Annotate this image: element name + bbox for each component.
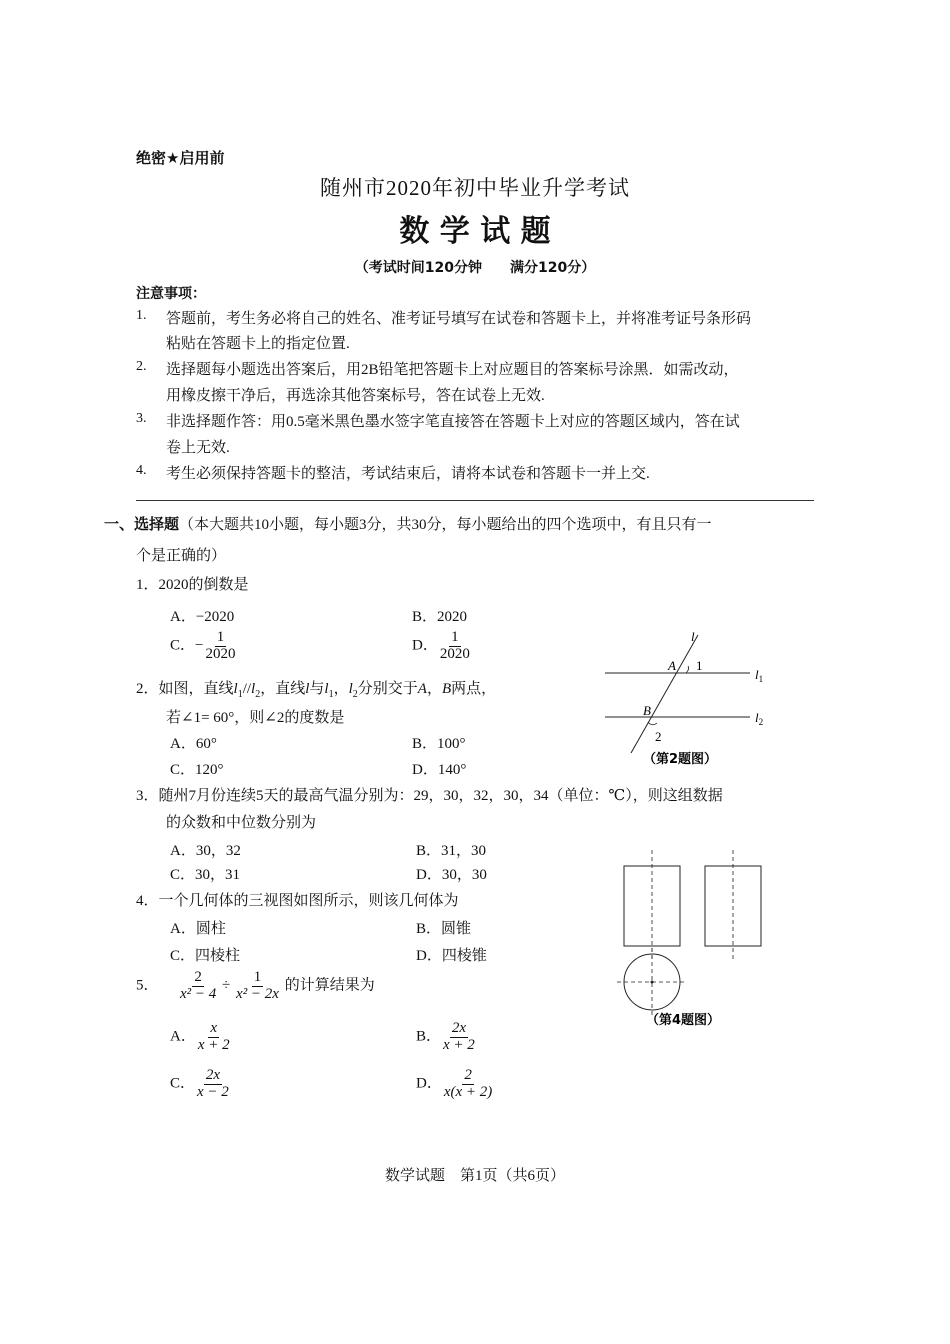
angle-1-arc [686, 666, 689, 673]
option-b: B．圆锥 [416, 921, 472, 937]
section-heading [104, 513, 712, 534]
var-l: l [305, 681, 310, 697]
stem-text: ，直线 [260, 681, 306, 697]
stem-text: 分别交于 [357, 681, 418, 697]
stem-text: 两点， [451, 681, 497, 697]
numerator: 2x [451, 1020, 466, 1036]
divider [136, 500, 814, 501]
note-text: 答题前，考生务必将自己的姓名、准考证号填写在试卷和答题卡上，并将准考证号条形码 [166, 311, 752, 327]
option-b: B．100° [412, 736, 466, 752]
numerator: 1 [451, 629, 459, 645]
fraction [195, 1068, 231, 1101]
option-a: A．60° [170, 736, 217, 752]
denominator: x − 2 [197, 1083, 229, 1100]
label-point-b: B [643, 703, 651, 718]
stem-text: 的计算结果为 [284, 977, 375, 994]
option-c: C．120° [170, 762, 224, 778]
section-label: 一、选择题 [104, 515, 180, 533]
question-stem: 1．2020的倒数是 [136, 577, 249, 593]
parallel-symbol: // [242, 681, 252, 697]
numerator: 1 [253, 969, 262, 985]
question-stem-cont: 的众数和中位数分别为 [166, 815, 317, 831]
fraction [196, 1021, 232, 1054]
question-number: 5． [136, 977, 159, 994]
label-l1: $l_1$ [755, 667, 764, 684]
numerator: 1 [216, 629, 225, 645]
denominator: x + 2 [443, 1036, 475, 1053]
subscript: 1 [237, 689, 243, 700]
option-a: A．圆柱 [170, 921, 226, 937]
option-c [170, 1068, 231, 1101]
question-number: 2． [136, 681, 159, 697]
fraction [442, 1068, 494, 1101]
question-stem-cont: 若∠1= 60°，则∠2的度数是 [166, 710, 345, 726]
option-a [170, 1021, 232, 1054]
option-c [170, 630, 237, 663]
option-d: D．四棱锥 [416, 948, 487, 964]
center-point [651, 981, 654, 984]
option-label: D． [416, 1075, 442, 1092]
note-text: 选择题每小题选出答案后，用2B铅笔把答题卡上对应题目的答案标号涂黑．如需改动， [166, 362, 739, 378]
note-num: 1. [136, 308, 147, 323]
option-label: D． [412, 637, 438, 654]
option-c: C．四棱柱 [170, 948, 241, 964]
label-angle-2: 2 [655, 729, 662, 744]
label-point-a: A [668, 658, 676, 673]
note-text: 考生必须保持答题卡的整洁，考试结束后，请将本试卷和答题卡一并上交. [166, 466, 650, 482]
option-b: B．2020 [412, 609, 468, 625]
option-label: C． [170, 637, 196, 654]
exam-time-info: （考试时间120分钟 满分120分） [354, 260, 596, 276]
fraction [178, 970, 218, 1003]
option-b: B．31，30 [416, 843, 487, 859]
option-label: A． [170, 1028, 196, 1045]
note-text: 粘贴在答题卡上的指定位置. [166, 336, 350, 352]
notes-heading: 注意事项： [136, 286, 206, 302]
stem-text: ， [333, 681, 349, 697]
figure-caption: （第4题图） [646, 1013, 721, 1028]
option-c: C．30，31 [170, 867, 241, 883]
option-d: D．30，30 [416, 867, 487, 883]
numerator: x [210, 1020, 218, 1036]
option-a: A．−2020 [170, 609, 235, 625]
subscript: 1 [328, 689, 334, 700]
option-d: D．140° [412, 762, 467, 778]
section-desc-cont: 个是正确的） [136, 548, 227, 564]
var-a: A [417, 681, 427, 697]
option-label: C． [170, 1075, 196, 1092]
note-num: 3. [136, 411, 147, 426]
option-b [416, 1021, 477, 1054]
label-angle-1: 1 [696, 658, 703, 673]
denominator: x(x + 2) [443, 1083, 493, 1100]
denominator: x² − 4 [180, 985, 217, 1002]
option-d [412, 630, 472, 663]
subscript: 2 [255, 689, 261, 700]
var-l: l [348, 681, 353, 697]
var-l: l [233, 681, 238, 697]
label-l: l [691, 629, 695, 644]
subscript: 2 [352, 689, 358, 700]
page-footer: 数学试题 第1页（共6页） [384, 1168, 565, 1184]
line-l [631, 635, 698, 753]
note-num: 2. [136, 359, 147, 374]
question-stem [136, 677, 496, 700]
note-num: 4. [136, 463, 147, 478]
note-text: 用橡皮擦干净后，再选涂其他答案标号，答在试卷上无效. [166, 388, 545, 404]
section-desc: （本大题共10小题，每小题3分，共30分，每小题给出的四个选项中，有且只有一 [179, 517, 712, 533]
var-l: l [324, 681, 329, 697]
option-label: B． [416, 1028, 442, 1045]
fraction [441, 1021, 477, 1054]
exam-title: 随州市2020年初中毕业升学考试 [320, 176, 630, 200]
var-b: B [441, 681, 452, 697]
fraction [438, 630, 472, 663]
figure-q2 [590, 625, 790, 770]
stem-text: 如图，直线 [158, 681, 234, 697]
numerator: 2x [205, 1067, 220, 1083]
fraction [203, 630, 237, 663]
numerator: 2 [194, 969, 202, 985]
denominator: 2020 [439, 645, 470, 662]
question-stem: 3．随州7月份连续5天的最高气温分别为：29，30，32，30，34（单位：℃），则这组数据 [136, 788, 723, 804]
option-d [416, 1068, 494, 1101]
note-text: 卷上无效. [166, 440, 230, 456]
note-text: 非选择题作答：用0.5毫米黑色墨水签字笔直接答在答题卡上对应的答题区域内，答在试 [166, 414, 740, 430]
fraction [234, 970, 281, 1003]
label-l2: $l_2$ [755, 710, 764, 727]
var-l: l [251, 681, 256, 697]
secret-label: 绝密★启用前 [136, 149, 225, 167]
denominator: x² − 2x [236, 985, 279, 1002]
figure-caption: （第2题图） [643, 752, 718, 767]
question-stem: 4．一个几何体的三视图如图所示，则该几何体为 [136, 893, 459, 909]
question-stem [136, 970, 375, 1003]
figure-q4 [610, 848, 790, 1033]
denominator: x + 2 [197, 1036, 230, 1053]
page-title: 数 学 试 题 [399, 214, 551, 249]
option-a: A．30，32 [170, 843, 241, 859]
minus-sign: − [195, 637, 204, 654]
stem-text: 与 [309, 681, 325, 697]
stem-text: ， [426, 681, 442, 697]
divide-symbol: ÷ [222, 977, 231, 994]
numerator: 2 [464, 1067, 472, 1083]
denominator: 2020 [205, 645, 236, 662]
angle-2-arc [648, 722, 657, 725]
